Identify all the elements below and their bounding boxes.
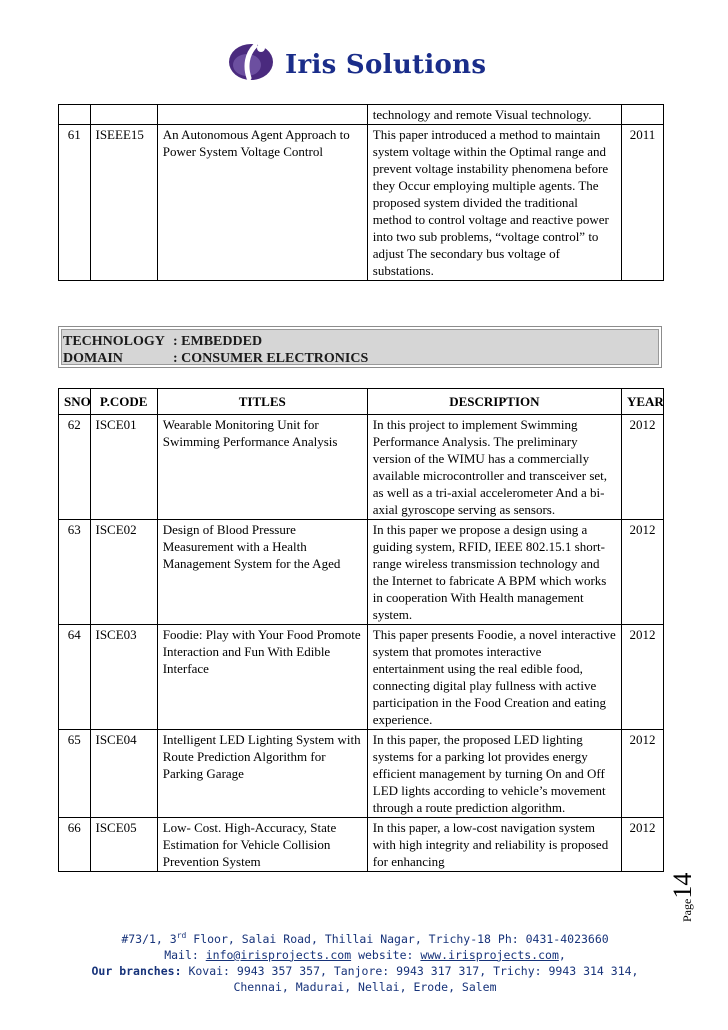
description-cell: technology and remote Visual technology.	[367, 105, 621, 125]
sno-cell: 63	[59, 520, 91, 625]
year-cell: 2012	[621, 520, 663, 625]
footer-address	[60, 928, 670, 947]
domain-key: DOMAIN	[63, 351, 123, 366]
description-cell: In this project to implement Swimming Performance Analysis. The preliminary version of the WIMU has a commercially available microcontroller and transceiver set, as well as a tri-axial accelerometer And a bi-axial gyroscope serving as sensors.	[367, 415, 621, 520]
title-cell: An Autonomous Agent Approach to Power System Voltage Control	[157, 125, 367, 281]
year-cell: 2012	[621, 415, 663, 520]
pcode-cell: ISCE05	[90, 818, 157, 872]
pcode-cell: ISCE01	[90, 415, 157, 520]
year-cell: 2012	[621, 818, 663, 872]
description-cell: In this paper, the proposed LED lighting systems for a parking lot provides energy efficient management by turning On and Off LED lights according to vehicle’s movement through a route prediction algorithm.	[367, 730, 621, 818]
pcode-cell: ISCE02	[90, 520, 157, 625]
technology-key: TECHNOLOGY	[63, 334, 165, 349]
table-header-row	[59, 389, 664, 415]
brand-title: Iris Solutions	[285, 50, 487, 80]
sno-cell: 66	[59, 818, 91, 872]
header-description: DESCRIPTION	[367, 389, 621, 415]
description-cell: This paper presents Foodie, a novel interactive system that promotes interactive entertainment using the real edible food, connecting digital play fullness with active participation in the Food Creation and eating experience.	[367, 625, 621, 730]
year-cell: 2011	[621, 125, 663, 281]
page-label: Page	[680, 898, 694, 922]
page-number	[668, 862, 698, 922]
footer-web-tail: ,	[558, 947, 566, 962]
footer-web-label: website:	[351, 947, 421, 962]
projects-table-continued	[58, 104, 664, 281]
title-cell: Low- Cost. High-Accuracy, State Estimation for Vehicle Collision Prevention System	[157, 818, 367, 872]
year-cell: 2012	[621, 730, 663, 818]
title-cell: Design of Blood Pressure Measurement with a Health Management System for the Aged	[157, 520, 367, 625]
page-number-value: 14	[668, 872, 697, 899]
table-row	[59, 818, 664, 872]
year-cell	[621, 105, 663, 125]
table-row	[59, 520, 664, 625]
title-cell: Intelligent LED Lighting System with Route Prediction Algorithm for Parking Garage	[157, 730, 367, 818]
header-pcode: P.CODE	[90, 389, 157, 415]
pcode-cell	[90, 105, 157, 125]
pcode-cell: ISCE04	[90, 730, 157, 818]
header-sno: SNO	[59, 389, 91, 415]
sno-cell	[59, 105, 91, 125]
title-cell	[157, 105, 367, 125]
iris-logo-icon	[225, 40, 275, 82]
sno-cell: 64	[59, 625, 91, 730]
table-row	[59, 105, 664, 125]
pcode-cell: ISEEE15	[90, 125, 157, 281]
description-cell: In this paper we propose a design using a guiding system, RFID, IEEE 802.15.1 short-range wireless transmission technology and the Internet to fabricate A BPM which works in cooperation With Health management system.	[367, 520, 621, 625]
branches-label: Our branches:	[91, 963, 182, 978]
footer-address-b: Floor, Salai Road, Thillai Nagar, Trichy-18 Ph: 0431-4023660	[186, 931, 609, 946]
footer-branches-line2: Chennai, Madurai, Nellai, Erode, Salem	[233, 979, 497, 994]
footer-mail-label: Mail:	[164, 947, 206, 962]
technology-value: : EMBEDDED	[173, 334, 263, 349]
sno-cell: 65	[59, 730, 91, 818]
footer-address-sup: rd	[176, 931, 187, 940]
technology-domain-banner	[58, 326, 662, 368]
table-row	[59, 415, 664, 520]
header-titles: TITLES	[157, 389, 367, 415]
description-cell: This paper introduced a method to maintain system voltage within the Optimal range and prevent voltage instability phenomena before they Occur employing multiple agents. The proposed system divided the traditional method to control voltage and reactive power into two sub problems, “voltage control” to adjust The secondary bus voltage of substations.	[367, 125, 621, 281]
sno-cell: 62	[59, 415, 91, 520]
footer-branches	[60, 963, 670, 979]
title-cell: Wearable Monitoring Unit for Swimming Performance Analysis	[157, 415, 367, 520]
footer-address-a: #73/1, 3	[121, 931, 177, 946]
table-row	[59, 730, 664, 818]
year-cell: 2012	[621, 625, 663, 730]
description-cell: In this paper, a low-cost navigation system with high integrity and reliability is proposed for enhancing	[367, 818, 621, 872]
table-row	[59, 125, 664, 281]
title-cell: Foodie: Play with Your Food Promote Interaction and Fun With Edible Interface	[157, 625, 367, 730]
sno-cell: 61	[59, 125, 91, 281]
projects-table	[58, 388, 664, 872]
footer-contact	[60, 947, 670, 963]
header-year: YEAR	[621, 389, 663, 415]
pcode-cell: ISCE03	[90, 625, 157, 730]
email-link[interactable]: info@irisprojects.com	[205, 947, 352, 962]
footer	[60, 928, 670, 995]
table-row	[59, 625, 664, 730]
website-link[interactable]: www.irisprojects.com	[420, 947, 559, 962]
branches-text: Kovai: 9943 357 357, Tanjore: 9943 317 317, Trichy: 9943 314 314,	[181, 963, 639, 978]
domain-value: : CONSUMER ELECTRONICS	[173, 351, 369, 366]
